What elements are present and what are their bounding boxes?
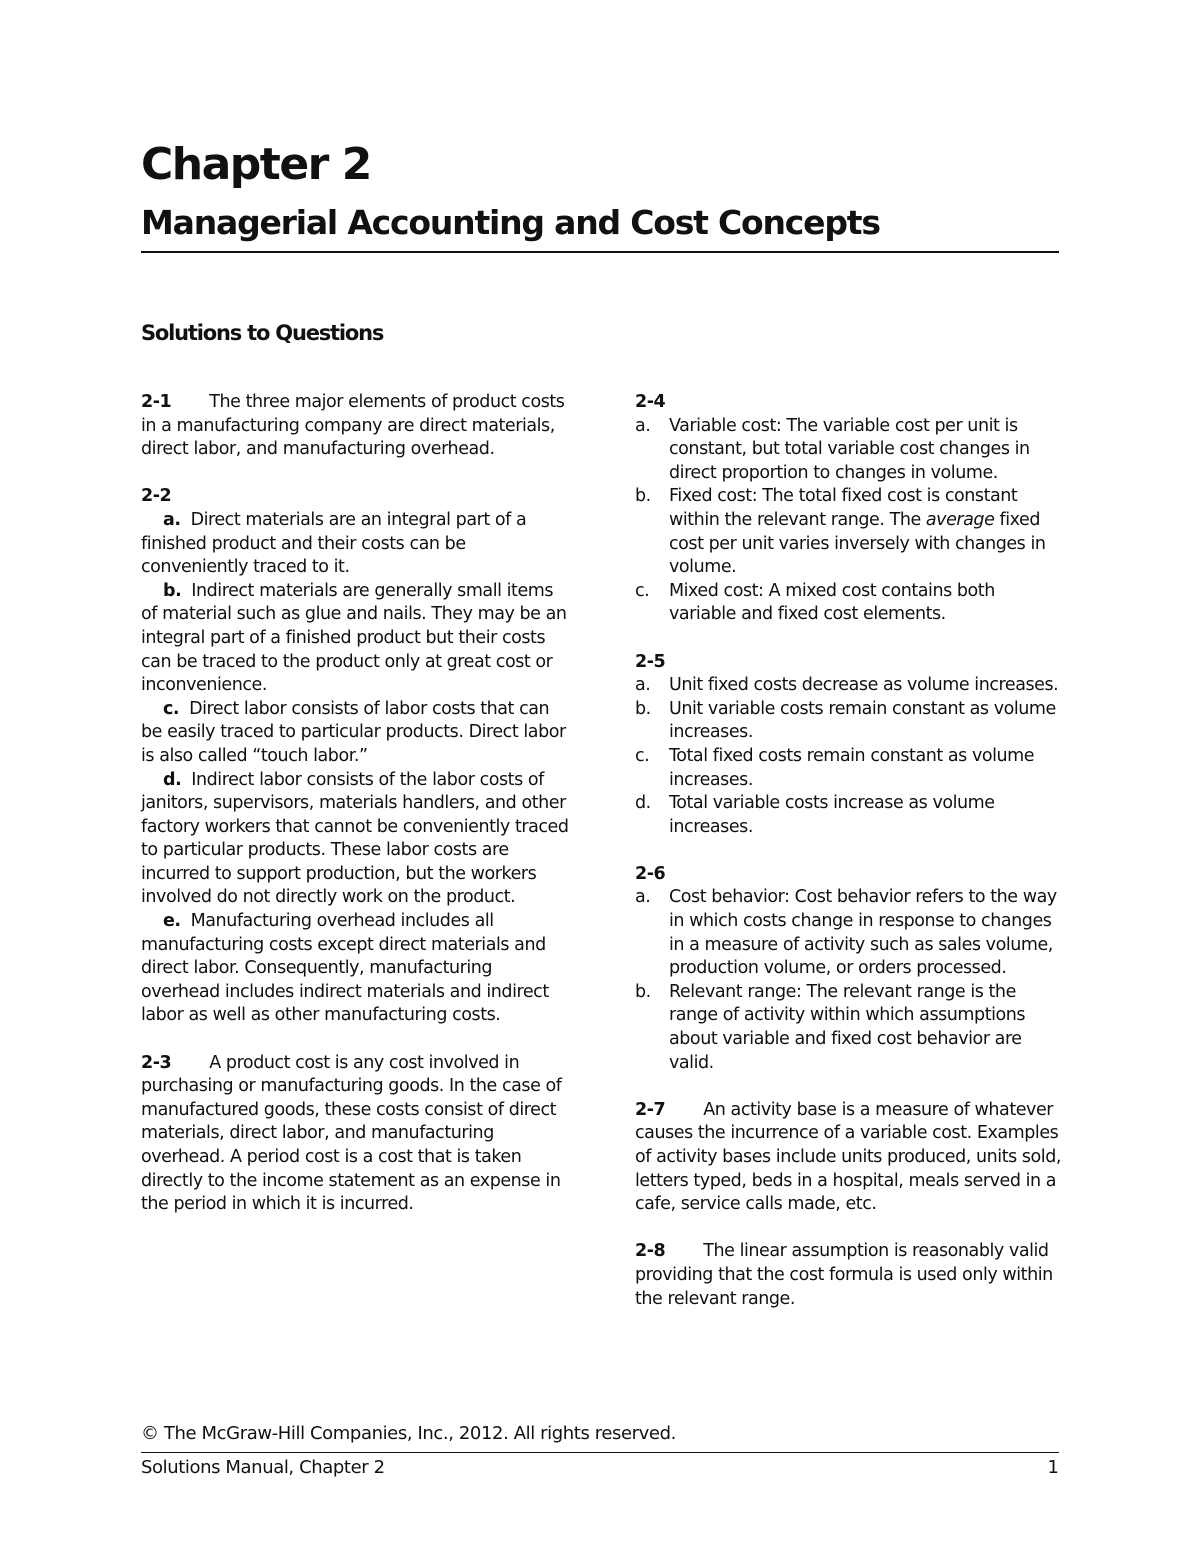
sub-answer-text: Direct materials are an integral part of a finished product and their costs can be conveniently traced to it. <box>141 509 527 578</box>
sub-answer-label: d. <box>163 769 182 790</box>
list-item <box>635 981 1065 1075</box>
list-letter: c. <box>635 745 650 766</box>
left-column <box>141 391 571 1240</box>
sub-answer-b <box>141 580 571 698</box>
answer-text: An activity base is a measure of whatever causes the incurrence of a variable cost. Examples of activity bases include units produced, units sold, letters typed, beds in a hospital, meals served in a cafe, service calls made, etc. <box>635 1099 1061 1215</box>
question-number: 2-3 <box>141 1052 172 1073</box>
question-2-6 <box>635 863 1065 1075</box>
emphasis-text: average <box>925 509 995 530</box>
list-text <box>669 485 1065 579</box>
list-item <box>635 580 1065 627</box>
list-letter: c. <box>635 580 650 601</box>
question-2-2 <box>141 485 571 1028</box>
sub-answer-c <box>141 698 571 769</box>
list-letter: b. <box>635 486 651 507</box>
answer-text: A product cost is any cost involved in purchasing or manufacturing goods. In the case of manufactured goods, these costs consist of direct materials, direct labor, and manufacturing overhead. A period cost is a cost that is taken directly to the income statement as an expense in the period in which it is incurred. <box>141 1052 562 1215</box>
list-text-part: Fixed cost: The total fixed cost is constant within the relevant range. The <box>669 486 1018 530</box>
sub-answer-text: Indirect materials are generally small items of material such as glue and nails. They may be an integral part of a finished product but their costs can be traced to the product only at great cost or inconvenience. <box>141 580 567 696</box>
page-number: 1 <box>1047 1457 1059 1478</box>
sub-answer-label: c. <box>163 698 180 719</box>
question-2-1 <box>141 391 571 462</box>
list-item <box>635 415 1065 486</box>
sub-answer-d <box>141 769 571 911</box>
list-text: Total variable costs increase as volume increases. <box>669 793 995 837</box>
right-column <box>635 391 1065 1335</box>
question-number: 2-8 <box>635 1241 666 1262</box>
list-text: Relevant range: The relevant range is the range of activity within which assumptions about variable and fixed cost behavior are valid. <box>669 981 1026 1073</box>
sub-answer-label: b. <box>163 580 182 601</box>
question-number: 2-1 <box>141 392 172 412</box>
list-letter: d. <box>635 793 651 814</box>
sub-answer-text: Manufacturing overhead includes all manufacturing costs except direct materials and direct labor. Consequently, manufacturing overhead includes indirect materials and indirect labor as well as other manufacturing costs. <box>141 911 549 1026</box>
question-2-8 <box>635 1240 1065 1311</box>
question-number: 2-5 <box>635 651 666 672</box>
chapter-subtitle: Managerial Accounting and Cost Concepts <box>141 203 880 242</box>
list-text-part: fixed cost per unit varies inversely with changes in volume. <box>669 509 1046 578</box>
list-item <box>635 674 1065 698</box>
list-item <box>635 698 1065 745</box>
list-text: Mixed cost: A mixed cost contains both variable and fixed cost elements. <box>669 580 995 625</box>
list-letter: b. <box>635 981 651 1002</box>
sub-answer-text: Indirect labor consists of the labor costs of janitors, supervisors, materials handlers, and other factory workers that cannot be conveniently traced to particular products. These labor costs are incurred to support production, but the workers involved do not directly work on the product. <box>141 769 569 908</box>
list-letter: a. <box>635 415 651 436</box>
chapter-title: Chapter 2 <box>141 139 371 190</box>
answer-text: The three major elements of product costs in a manufacturing company are direct materials, direct labor, and manufacturing overhead. <box>141 392 565 460</box>
list-text: Unit variable costs remain constant as volume increases. <box>669 698 1056 743</box>
list-letter: a. <box>635 887 651 908</box>
question-number: 2-7 <box>635 1099 666 1120</box>
list-text: Cost behavior: Cost behavior refers to the way in which costs change in response to changes in a measure of activity such as sales volume, production volume, or orders processed. <box>669 887 1057 979</box>
sub-answer-a <box>141 509 571 580</box>
question-2-4 <box>635 391 1065 627</box>
question-2-3 <box>141 1052 571 1217</box>
footer-divider <box>141 1452 1059 1453</box>
question-number: 2-6 <box>635 863 666 884</box>
question-2-7 <box>635 1099 1065 1217</box>
answer-text: The linear assumption is reasonably valid providing that the cost formula is used only within the relevant range. <box>635 1241 1053 1309</box>
footer-copyright: © The McGraw-Hill Companies, Inc., 2012. All rights reserved. <box>141 1423 676 1444</box>
list-text: Total fixed costs remain constant as volume increases. <box>669 745 1035 790</box>
sub-answer-label: a. <box>163 509 181 530</box>
list-item <box>635 886 1065 980</box>
sub-answer-e <box>141 910 571 1028</box>
title-divider <box>141 251 1059 253</box>
list-item <box>635 485 1065 579</box>
question-number: 2-2 <box>141 486 172 507</box>
section-heading: Solutions to Questions <box>141 321 384 345</box>
sub-answer-label: e. <box>163 911 181 932</box>
question-2-5 <box>635 651 1065 840</box>
sub-answer-text: Direct labor consists of labor costs that can be easily traced to particular products. Direct labor is also called “touch labor.” <box>141 698 566 766</box>
footer-manual-title: Solutions Manual, Chapter 2 <box>141 1457 385 1478</box>
list-item <box>635 745 1065 792</box>
list-text: Unit fixed costs decrease as volume increases. <box>669 675 1059 696</box>
list-letter: b. <box>635 698 651 719</box>
list-text: Variable cost: The variable cost per unit is constant, but total variable cost changes in direct proportion to changes in volume. <box>669 415 1030 483</box>
list-letter: a. <box>635 675 651 696</box>
list-item <box>635 792 1065 839</box>
question-number: 2-4 <box>635 392 666 412</box>
